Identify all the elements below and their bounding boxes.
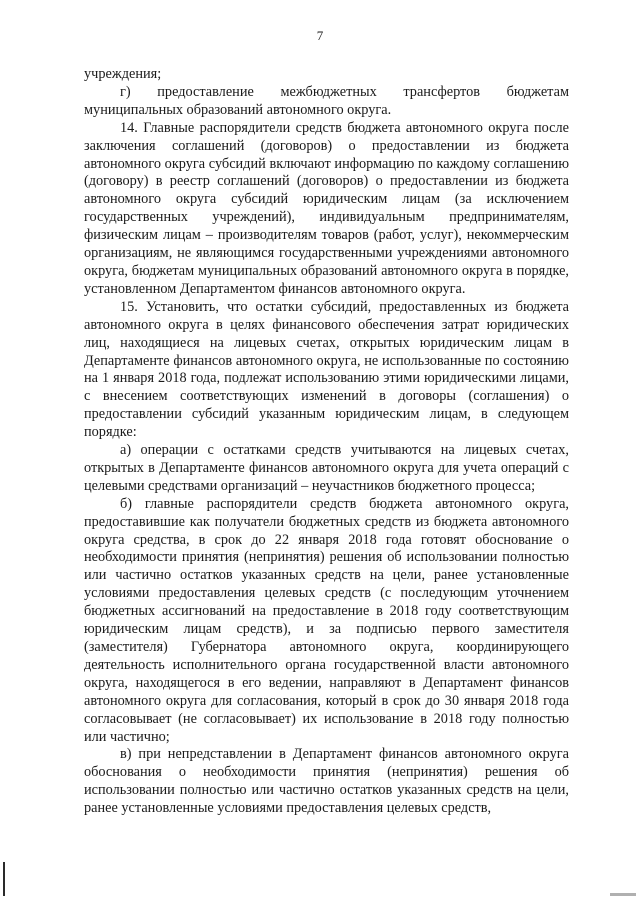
scan-edge-mark xyxy=(3,862,5,896)
paragraph-item-a: а) операции с остатками средств учитываются на лицевых счетах, открытых в Департаменте финансов автономного округа для учета операций с целевыми средствами организаций – неучастников бюджетного процесса; xyxy=(84,442,569,494)
paragraph-item-v: в) при непредставлении в Департамент финансов автономного округа обоснования о необходимости принятия (непринятия) решения об использовании полностью или частично остатков указанных средств на цели, ранее установленные условиями предоставления целевых средств, xyxy=(84,746,569,817)
paragraph-item-g: г) предоставление межбюджетных трансфертов бюджетам муниципальных образований автономного округа. xyxy=(84,83,569,118)
page-number: 7 xyxy=(316,28,324,43)
body-text xyxy=(84,66,569,818)
paragraph-item-b: б) главные распорядители средств бюджета автономного округа, предоставившие как получатели бюджетных средств из бюджета автономного округа средства, в срок до 22 января 2018 года готовят обоснование о необходимости принятия (непринятия) решения об использовании полностью или частично остатков указанных средств на цели, ранее установленные условиями предоставления целевых средств (с последующим уточнением бюджетных ассигнований на предоставление в 2018 году соответствующим юридическим лицам средств), и за подписью первого заместителя (заместителя) Губернатора автономного округа, координирующего деятельность исполнительного органа государственной власти автономного округа, находящегося в его ведении, направляют в Департамент финансов автономного округа для согласования, который в срок до 30 января 2018 года согласовывает (не согласовывает) их использование в 2018 году полностью или частично; xyxy=(84,495,569,745)
scan-corner-mark xyxy=(610,893,636,896)
paragraph-institutions-end: учреждения; xyxy=(84,66,162,82)
paragraph-clause-15: 15. Установить, что остатки субсидий, предоставленных из бюджета автономного округа в целях финансового обеспечения затрат юридических лиц, находящиеся на лицевых счетах, открытых юридическим лицам в Департаменте финансов автономного округа, не использованные по состоянию на 1 января 2018 года, подлежат использованию этими юридическими лицами, с внесением соответствующих изменений в договоры (соглашения) о предоставлении субсидий указанным юридическим лицам, в следующем порядке: xyxy=(84,298,569,441)
paragraph-clause-14: 14. Главные распорядители средств бюджета автономного округа после заключения соглашений (договоров) о предоставлении из бюджета автономного округа субсидий включают информацию по каждому соглашению (договору) в реестр соглашений (договоров) о предоставлении из бюджета автономного округа субсидий юридическим лицам (за исключением государственных учреждений), индивидуальным предпринимателям, физическим лицам – производителям товаров (работ, услуг), некоммерческим организациям, не являющимся государственными учреждениями автономного округа, бюджетам муниципальных образований автономного округа в порядке, установленном Департаментом финансов автономного округа. xyxy=(84,119,569,297)
